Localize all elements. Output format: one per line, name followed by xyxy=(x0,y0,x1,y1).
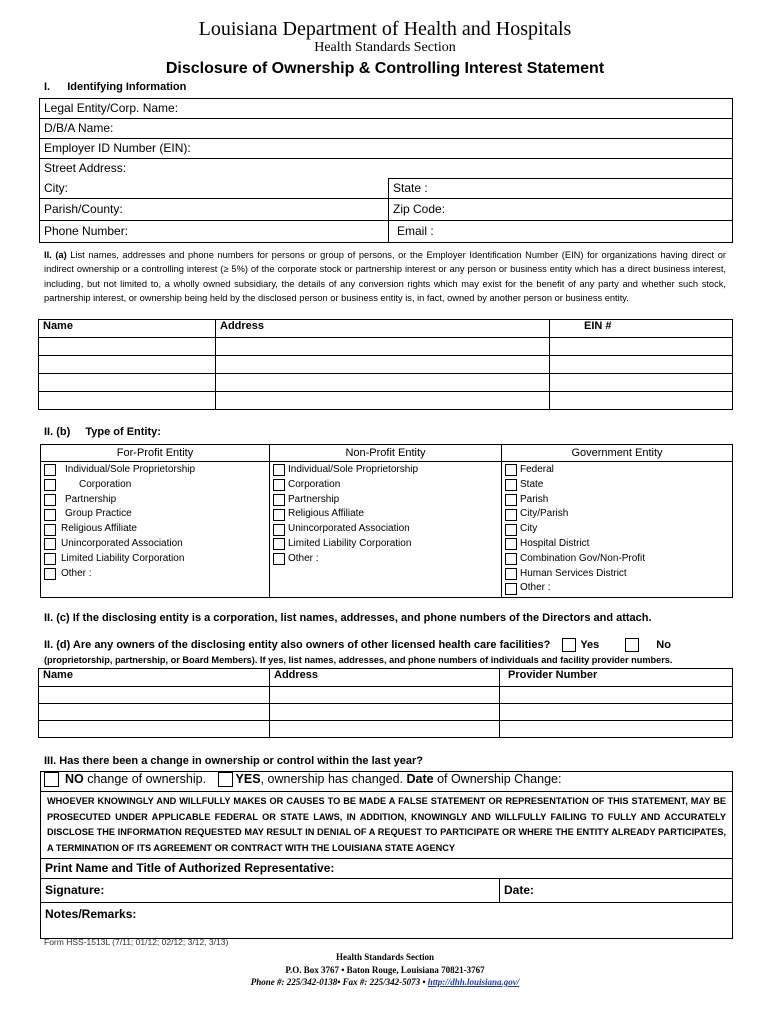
form-title: Disclosure of Ownership & Controlling Interest Statement xyxy=(165,60,605,77)
entity-type-table xyxy=(40,444,733,598)
table-row xyxy=(39,392,733,410)
checkbox-item[interactable]: Limited Liability Corporation xyxy=(44,552,266,567)
section-2d-question-row xyxy=(44,638,671,652)
owners-col-ein: EIN # xyxy=(550,320,733,338)
checkbox-item[interactable]: Hospital District xyxy=(505,537,729,552)
street-field[interactable]: Street Address: xyxy=(40,159,733,179)
yes-checkbox[interactable] xyxy=(562,638,576,652)
checkbox-item[interactable]: Religious Affiliate xyxy=(44,522,266,537)
section-2c-text: II. (c) If the disclosing entity is a corporation, list names, addresses, and phone numbers of the Directors and attach. xyxy=(44,612,652,624)
checkbox[interactable] xyxy=(273,538,285,550)
for-profit-list xyxy=(41,462,270,598)
section-2b-label: II. (b) xyxy=(44,426,71,438)
checkbox[interactable] xyxy=(505,583,517,595)
notes-field[interactable]: Notes/Remarks: xyxy=(41,903,733,939)
form-number: Form HSS-1513L (7/11; 01/12; 02/12; 3/12, 3/13) xyxy=(44,937,229,947)
section-2b-title: Type of Entity: xyxy=(85,426,161,438)
checkbox[interactable] xyxy=(505,479,517,491)
checkbox[interactable] xyxy=(505,524,517,536)
section-subtitle: Health Standards Section xyxy=(314,40,456,55)
checkbox-item[interactable]: Individual/Sole Proprietorship xyxy=(44,463,266,478)
phone-field[interactable]: Phone Number: xyxy=(40,221,389,243)
checkbox[interactable] xyxy=(273,553,285,565)
checkbox[interactable] xyxy=(273,509,285,521)
date-field[interactable]: Date: xyxy=(500,879,733,903)
checkbox[interactable] xyxy=(273,494,285,506)
other-facilities-table xyxy=(38,668,733,738)
checkbox[interactable] xyxy=(44,553,56,565)
section-2a-label: II. (a) xyxy=(44,250,67,260)
table-row xyxy=(39,687,733,704)
checkbox-item[interactable]: Group Practice xyxy=(44,507,266,522)
for-profit-header: For-Profit Entity xyxy=(41,445,270,462)
checkbox[interactable] xyxy=(273,524,285,536)
section-2a-description: List names, addresses and phone numbers for persons or group of persons, or the Employer Identification Number (EIN) for organizations having direct or indirect ownership or a controlling interest (≥ 5%) of the corporate stock or partnership interest or any person or business entity which has a direct business interest, including, but not limited to, a wholly owned subsidiary, the details of any conversion rights which may exist for the benefit of any party and whether such stock, partnership interest, or ownership being held by the disclosed person or business entity is, in fact, owned by another person or business entity. xyxy=(44,250,726,303)
checkbox[interactable] xyxy=(44,509,56,521)
checkbox-item[interactable]: Parish xyxy=(505,493,729,508)
website-link[interactable]: http://dhh.louisiana.gov/ xyxy=(427,977,520,987)
checkbox[interactable] xyxy=(273,464,285,476)
section-1-number: I. xyxy=(44,81,51,93)
table-row xyxy=(39,374,733,392)
checkbox-item[interactable]: Other : xyxy=(505,581,729,596)
table-row xyxy=(39,721,733,738)
no-label: No xyxy=(656,639,671,651)
legal-entity-field[interactable]: Legal Entity/Corp. Name: xyxy=(40,99,733,119)
yes-label: Yes xyxy=(580,639,600,651)
checkbox[interactable] xyxy=(505,553,517,565)
ownership-change-row: NO change of ownership. YES, ownership has changed. Date of Ownership Change: xyxy=(41,772,733,792)
checkbox-item[interactable]: Human Services District xyxy=(505,567,729,582)
dba-field[interactable]: D/B/A Name: xyxy=(40,119,733,139)
section-3-table xyxy=(40,771,733,939)
city-field[interactable]: City: xyxy=(40,179,389,199)
checkbox-item[interactable]: Unincorporated Association xyxy=(44,537,266,552)
footer-address: P.O. Box 3767 • Baton Rouge, Louisiana 70821-3767 xyxy=(285,965,485,975)
facilities-col-name: Name xyxy=(39,669,270,687)
checkbox-item[interactable]: Religious Affiliate xyxy=(273,507,498,522)
checkbox[interactable] xyxy=(505,568,517,580)
section-2d-question: II. (d) Are any owners of the disclosing entity also owners of other licensed health care facilities? xyxy=(44,639,551,651)
state-field[interactable]: State : xyxy=(389,179,733,199)
checkbox-item[interactable]: City/Parish xyxy=(505,507,729,522)
checkbox-item[interactable]: Partnership xyxy=(273,493,498,508)
identifying-info-table xyxy=(39,98,733,243)
facilities-col-address: Address xyxy=(270,669,500,687)
owners-col-address: Address xyxy=(216,320,550,338)
section-1-title: Identifying Information xyxy=(67,81,187,93)
checkbox-item[interactable]: Combination Gov/Non-Profit xyxy=(505,552,729,567)
checkbox-item[interactable]: Other : xyxy=(273,552,498,567)
no-checkbox[interactable] xyxy=(625,638,639,652)
checkbox[interactable] xyxy=(505,464,517,476)
checkbox[interactable] xyxy=(505,538,517,550)
department-title: Louisiana Department of Health and Hospitals xyxy=(198,18,572,40)
checkbox-item[interactable]: Corporation xyxy=(44,478,266,493)
owners-col-name: Name xyxy=(39,320,216,338)
checkbox[interactable] xyxy=(505,509,517,521)
table-row xyxy=(39,356,733,374)
facilities-col-provider: Provider Number xyxy=(500,669,733,687)
checkbox-item[interactable]: Unincorporated Association xyxy=(273,522,498,537)
false-statement-warning: WHOEVER KNOWINGLY AND WILLFULLY MAKES OR CAUSES TO BE MADE A FALSE STATEMENT OR REPRESENTATION OF THIS STATEMENT, MAY BE PROSECUTED UNDER APPLICABLE FEDERAL OR STATE LAWS, IN ADDITION, KNOWINGLY AND WILLFULLY FAILING TO FULLY AND ACCURATELY DISCLOSE THE INFORMATION REQUESTED MAY RESULT IN DENIAL OF A REQUEST TO PARTICIPATE OR WHERE THE ENTITY ALREADY PARTICIPATES, A TERMINATION OF ITS AGREEMENT OR CONTRACT WITH THE LOUISIANA STATE AGENCY xyxy=(41,792,733,859)
government-list xyxy=(502,462,733,598)
checkbox-item[interactable]: Partnership xyxy=(44,493,266,508)
email-field[interactable]: Email : xyxy=(389,221,733,243)
parish-field[interactable]: Parish/County: xyxy=(40,199,389,221)
checkbox-item[interactable]: Federal xyxy=(505,463,729,478)
zip-field[interactable]: Zip Code: xyxy=(389,199,733,221)
checkbox-item[interactable]: City xyxy=(505,522,729,537)
checkbox[interactable] xyxy=(44,464,56,476)
section-1-heading xyxy=(44,81,186,93)
checkbox[interactable] xyxy=(273,479,285,491)
checkbox[interactable] xyxy=(44,524,56,536)
checkbox[interactable] xyxy=(44,568,56,580)
table-row xyxy=(39,338,733,356)
print-name-field[interactable]: Print Name and Title of Authorized Representative: xyxy=(41,859,733,879)
footer-contact: Phone #: 225/342-0138• Fax #: 225/342-5073 • http://dhh.louisiana.gov/ xyxy=(250,977,520,987)
government-header: Government Entity xyxy=(502,445,733,462)
no-change-checkbox[interactable] xyxy=(44,772,59,787)
non-profit-header: Non-Profit Entity xyxy=(270,445,502,462)
non-profit-list xyxy=(270,462,502,598)
checkbox-item[interactable]: Other : xyxy=(44,567,266,582)
checkbox-item[interactable]: Individual/Sole Proprietorship xyxy=(273,463,498,478)
yes-change-checkbox[interactable] xyxy=(218,772,233,787)
section-2a-text xyxy=(44,248,726,305)
checkbox[interactable] xyxy=(44,479,56,491)
checkbox[interactable] xyxy=(44,494,56,506)
section-2d-note: (proprietorship, partnership, or Board Members). If yes, list names, addresses, and phone numbers of individuals and facility provider numbers. xyxy=(44,655,673,665)
table-row xyxy=(39,704,733,721)
checkbox[interactable] xyxy=(44,538,56,550)
footer-section: Health Standards Section xyxy=(335,952,434,962)
signature-field[interactable]: Signature: xyxy=(41,879,500,903)
checkbox-item[interactable]: Corporation xyxy=(273,478,498,493)
checkbox[interactable] xyxy=(505,494,517,506)
owners-table xyxy=(38,319,733,410)
section-3-question: III. Has there been a change in ownership or control within the last year? xyxy=(44,755,423,767)
checkbox-item[interactable]: Limited Liability Corporation xyxy=(273,537,498,552)
section-2b-heading xyxy=(44,426,161,438)
ein-field[interactable]: Employer ID Number (EIN): xyxy=(40,139,733,159)
checkbox-item[interactable]: State xyxy=(505,478,729,493)
